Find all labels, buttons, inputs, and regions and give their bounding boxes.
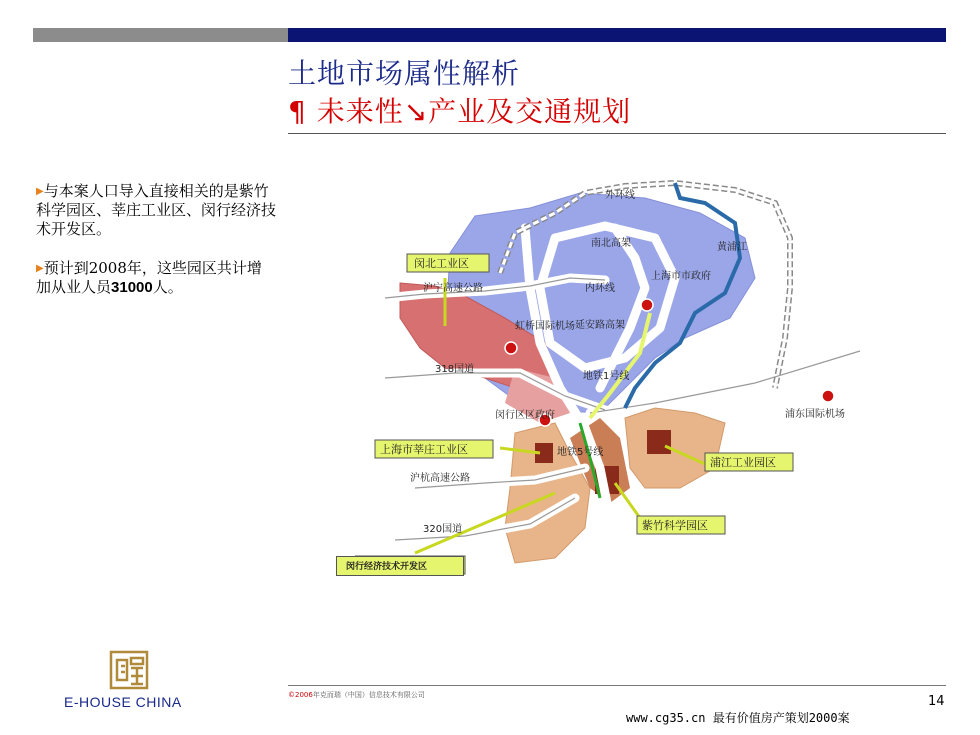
bullet-number: 31000 bbox=[111, 279, 153, 296]
pudong-airport-marker bbox=[822, 390, 834, 402]
label-metro5: 地铁5号线 bbox=[557, 447, 604, 458]
label-city-hall: 上海市市政府 bbox=[651, 271, 711, 282]
label-hu-ning: 沪宁高速公路 bbox=[423, 283, 483, 294]
label-huangpu: 黄浦江 bbox=[717, 242, 747, 253]
pujiang-zone bbox=[625, 408, 725, 488]
bullet-item bbox=[36, 259, 276, 297]
copyright-text bbox=[288, 690, 425, 700]
label-hu-hang: 沪杭高速公路 bbox=[410, 473, 470, 484]
site-watermark: www.cg35.cn 最有价值房产策划2000案 bbox=[626, 711, 850, 725]
city-hall-marker bbox=[641, 299, 653, 311]
bullet-text-end: 人。 bbox=[152, 278, 183, 296]
label-metro1: 地铁1号线 bbox=[583, 371, 630, 382]
label-inner-ring: 内环线 bbox=[585, 283, 615, 294]
logo-text: E-HOUSE CHINA bbox=[64, 694, 182, 710]
label-yanan: 延安路高架 bbox=[575, 320, 625, 331]
page-title: 土地市场属性解析 bbox=[288, 57, 521, 90]
bullet-arrow-icon: ▶ bbox=[36, 263, 44, 274]
page-number: 14 bbox=[928, 694, 945, 709]
copyright-year: ©2006 bbox=[288, 691, 313, 699]
callout-edz-label: 闵行经济技术开发区 bbox=[346, 562, 428, 572]
label-north-south: 南北高架 bbox=[591, 238, 631, 249]
title-divider bbox=[288, 133, 946, 134]
header-bar-navy bbox=[288, 28, 946, 42]
label-outer-ring: 外环线 bbox=[605, 190, 635, 201]
callout-minbei-label: 闵北工业区 bbox=[414, 257, 469, 270]
hongqiao-airport-marker bbox=[505, 342, 517, 354]
callout-zizhu-label: 紫竹科学园区 bbox=[642, 519, 708, 532]
bullet-arrow-icon: ▶ bbox=[36, 186, 44, 197]
callout-xinzhuang-label: 上海市莘庄工业区 bbox=[380, 443, 468, 456]
logo-seal bbox=[109, 650, 149, 690]
page-subtitle: ¶ 未来性↘产业及交通规划 bbox=[288, 95, 632, 128]
copyright-owner: 年克而瑞（中国）信息技术有限公司 bbox=[312, 691, 425, 699]
label-pudong-airport: 浦东国际机场 bbox=[785, 409, 845, 420]
planning-map bbox=[355, 168, 880, 583]
label-minhang-gov: 闵行区区政府 bbox=[495, 410, 555, 421]
label-g320: 320国道 bbox=[423, 524, 463, 535]
bullet-list bbox=[36, 182, 276, 317]
bullet-item bbox=[36, 182, 276, 239]
pujiang-core bbox=[647, 430, 671, 454]
label-g318: 318国道 bbox=[435, 364, 475, 375]
bullet-text: 预计到2008年，这些园区共计增加从业人员 bbox=[36, 259, 262, 296]
footer-divider bbox=[288, 685, 946, 686]
header-bar-gray bbox=[33, 28, 288, 42]
callout-pujiang-label: 浦江工业园区 bbox=[710, 456, 776, 469]
bullet-text: 与本案人口导入直接相关的是紫竹科学园区、莘庄工业区、闵行经济技术开发区。 bbox=[36, 182, 277, 238]
label-hongqiao: 虹桥国际机场 bbox=[515, 321, 575, 332]
